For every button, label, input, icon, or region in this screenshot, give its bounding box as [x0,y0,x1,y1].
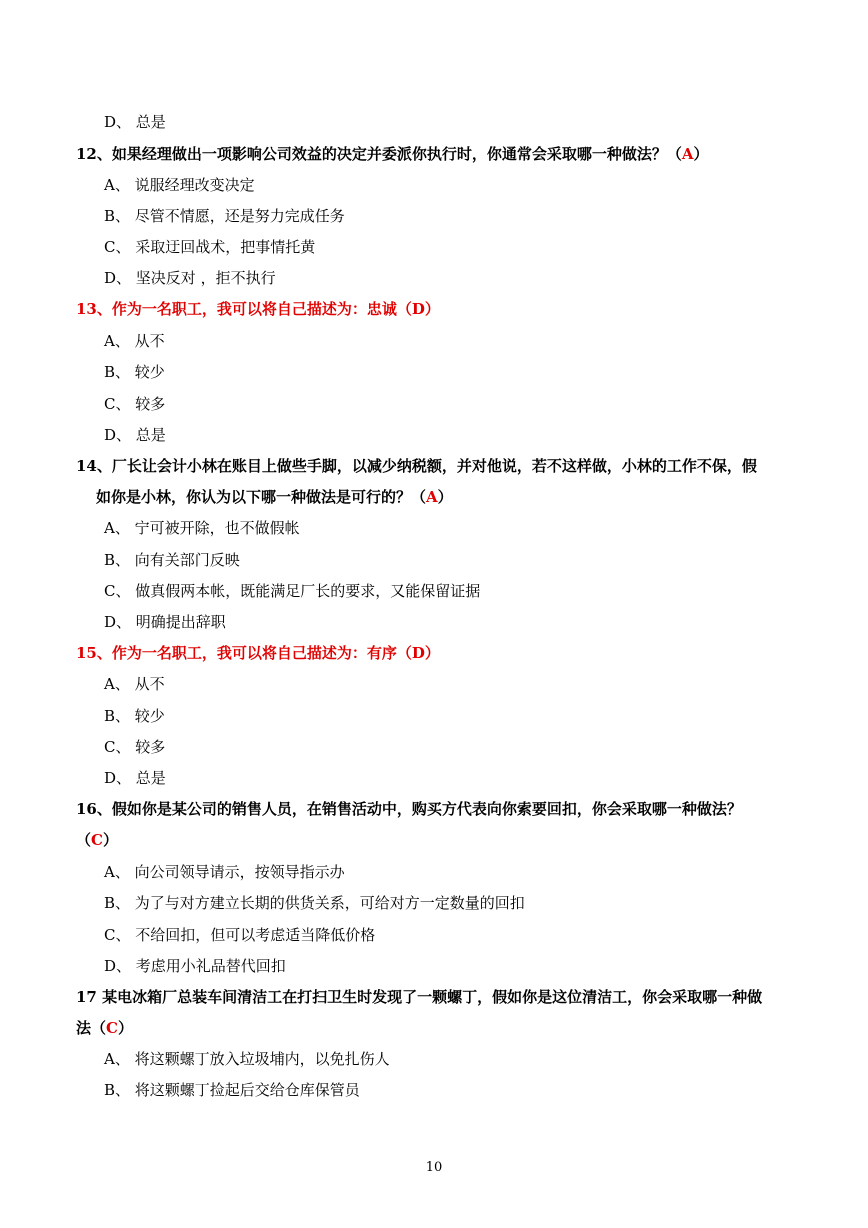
option-line: A、 从不 [104,332,165,350]
question-15: 15、作为一名职工，我可以将自己描述为：有序（D） [76,644,440,662]
answer-letter: A [426,488,438,506]
question-17-line-2: 法（C） [76,1019,133,1037]
option-line: D、 总是 [104,769,166,787]
option-line: C、 做真假两本帐，既能满足厂长的要求，又能保留证据 [104,582,481,600]
option-line: C、 采取迂回战术，把事情托黄 [104,238,316,256]
option-line: A、 向公司领导请示，按领导指示办 [104,863,345,881]
question-16-line-1: 16、假如你是某公司的销售人员，在销售活动中，购买方代表向你索要回扣，你会采取哪一种做法？ [76,800,742,818]
question-16-line-2: （C） [76,831,118,849]
option-line: D、 坚决反对 ，拒不执行 [104,269,276,287]
question-14-line-1: 14、厂长让会计小林在账目上做些手脚，以减少纳税额，并对他说，若不这样做，小林的工作不保，假 [76,457,757,475]
page-number: 10 [425,1160,443,1175]
option-line: A、 宁可被开除，也不做假帐 [104,519,300,537]
option-line: B、 向有关部门反映 [104,551,240,569]
option-line: A、 将这颗螺丁放入垃圾埔内，以免扎伤人 [104,1050,390,1068]
question-13: 13、作为一名职工，我可以将自己描述为：忠诚（D） [76,300,440,318]
option-line: B、 为了与对方建立长期的供货关系，可给对方一定数量的回扣 [104,894,525,912]
option-line: B、 尽管不情愿，还是努力完成任务 [104,207,345,225]
option-line: D、 考虑用小礼品替代回扣 [104,957,286,975]
option-line: A、 从不 [104,675,165,693]
option-line: D、 明确提出辞职 [104,613,226,631]
option-line: C、 不给回扣，但可以考虑适当降低价格 [104,926,376,944]
answer-letter: A [681,145,694,163]
question-12: 12、如果经理做出一项影响公司效益的决定并委派你执行时，你通常会采取哪一种做法？（A） [76,145,709,163]
option-line: B、 将这颗螺丁捡起后交给仓库保管员 [104,1081,360,1099]
answer-letter: C [91,831,103,849]
answer-letter: C [106,1019,118,1037]
option-line: C、 较多 [104,738,166,756]
option-line: A、 说服经理改变决定 [104,176,255,194]
option-line: C、 较多 [104,395,166,413]
question-14-line-2: 如你是小林，你认为以下哪一种做法是可行的？（A） [96,488,453,506]
option-line: B、 较少 [104,707,165,725]
option-line: B、 较少 [104,363,165,381]
option-line: D、 总是 [104,113,166,131]
option-line: D、 总是 [104,426,166,444]
question-17-line-1: 17 某电冰箱厂总装车间清洁工在打扫卫生时发现了一颗螺丁，假如你是这位清洁工，你会采取哪一种做 [76,988,763,1006]
